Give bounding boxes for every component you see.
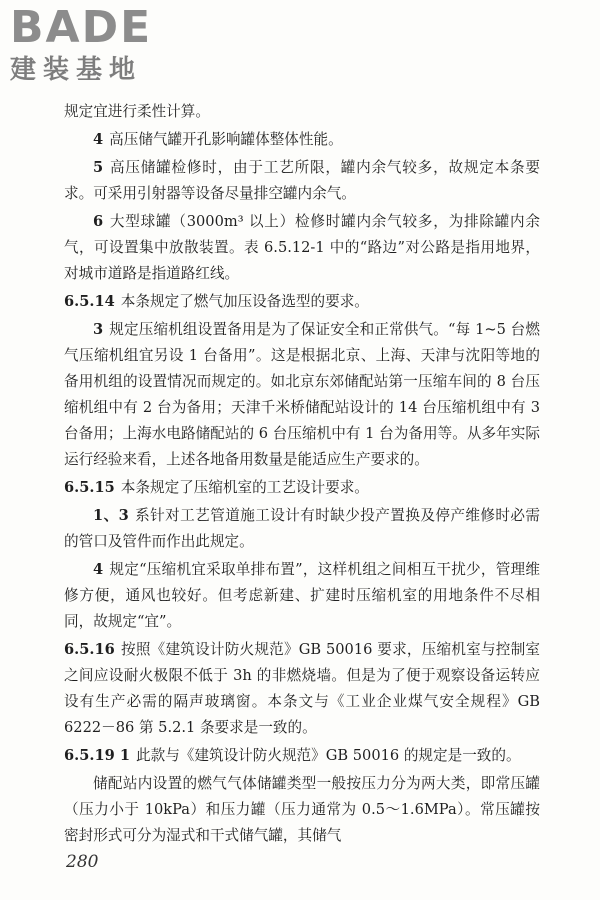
paragraph-item-1-3 [64,503,540,555]
paragraph-text: 大型球罐（3000m³ 以上）检修时罐内余气较多，为排除罐内余气，可设置集中放散装置。表 6.5.12-1 中的“路边”对公路是指用地界，对城市道路是指道路红线。 [64,213,540,282]
paragraph-text: 系针对工艺管道施工设计有时缺少投产置换及停产维修时必需的管口及管件而作出此规定。 [64,507,540,550]
clause-number: 5 [93,159,104,176]
paragraph-text: 规定宜进行柔性计算。 [64,103,210,120]
section-number: 6.5.14 [64,293,115,310]
logo-wordmark: BADE [10,2,153,53]
paragraph-item-5 [64,155,540,207]
paragraph-text: 本条规定了燃气加压设备选型的要求。 [120,293,369,310]
paragraph-text: 高压储气罐开孔影响罐体整体性能。 [109,131,343,148]
site-logo [10,4,190,86]
logo-subtitle: 建装基地 [10,55,143,85]
clause-number: 3 [93,321,104,338]
clause-number: 4 [93,561,104,578]
paragraph-text: 本条规定了压缩机室的工艺设计要求。 [120,479,369,496]
section-6-5-15 [64,475,540,501]
clause-number: 4 [93,131,104,148]
section-6-5-14 [64,289,540,315]
paragraph-text: 高压储罐检修时，由于工艺所限，罐内余气较多，故规定本条要求。可采用引射器等设备尽量排空罐内余气。 [64,159,540,202]
section-6-5-19 [64,743,540,769]
clause-number: 6 [93,213,104,230]
paragraph-text: 按照《建筑设计防火规范》GB 50016 要求，压缩机室与控制室之间应设耐火极限不低于 3h 的非燃烧墙。但是为了便于观察设备运转应设有生产必需的隔声玻璃窗。本条文与《工业企业煤气安全规程》GB 6222－86 第 5.2.1 条要求是一致的。 [64,641,540,736]
paragraph-continuation [64,99,540,125]
page-body [64,99,540,851]
section-number: 6.5.16 [64,641,115,658]
section-number: 6.5.15 [64,479,115,496]
section-6-5-16 [64,637,540,741]
section-number: 6.5.19 1 [64,747,131,764]
page-number: 280 [66,852,99,872]
paragraph-text: 规定“压缩机宜采取单排布置”，这样机组之间相互干扰少，管理维修方便，通风也较好。但考虑新建、扩建时压缩机室的用地条件不尽相同，故规定“宜”。 [64,561,540,630]
paragraph-item-3 [64,317,540,473]
clause-number: 1、3 [93,507,129,524]
paragraph-item-6 [64,209,540,287]
paragraph-text: 此款与《建筑设计防火规范》GB 50016 的规定是一致的。 [136,747,521,764]
paragraph-storage-tanks [64,771,540,849]
paragraph-text: 规定压缩机组设置备用是为了保证安全和正常供气。“每 1~5 台燃气压缩机组宜另设 1 台备用”。这是根据北京、上海、天津与沈阳等地的备用机组的设置情况而规定的。如北京东郊储配站第一压缩车间的 8 台压缩机组中有 2 台为备用；天津千米桥储配站设计的 14 台压缩机组中有 3 台备用；上海水电路储配站的 6 台压缩机中有 1 台为备用等。从多年实际运行经验来看，上述各地备用数量是能适应生产要求的。 [64,321,540,468]
paragraph-item-4 [64,127,540,153]
paragraph-item-4b [64,557,540,635]
paragraph-text: 储配站内设置的燃气气体储罐类型一般按压力分为两大类，即常压罐（压力小于 10kPa）和压力罐（压力通常为 0.5～1.6MPa）。常压罐按密封形式可分为湿式和干式储气罐，其储气 [64,775,540,844]
